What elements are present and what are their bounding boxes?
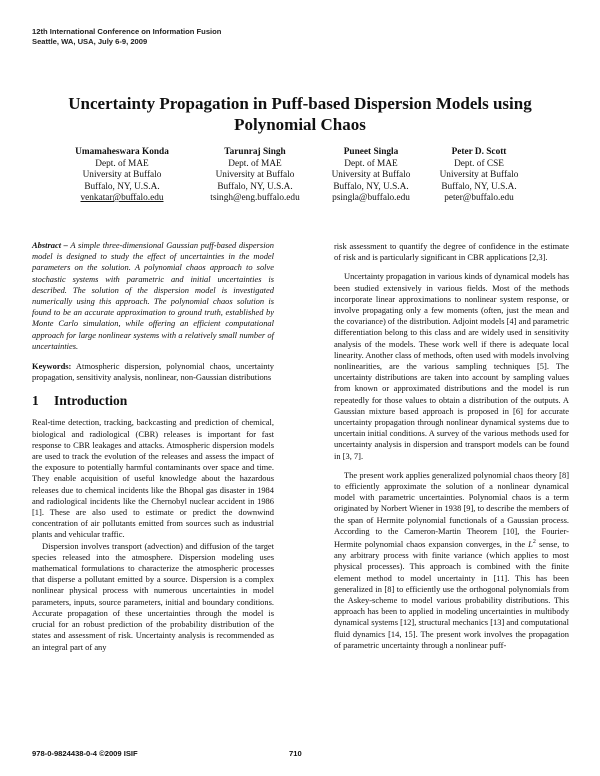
author <box>311 147 431 205</box>
abstract-text: A simple three-dimensional Gaussian puff-based dispersion model is designed to study the effect of uncertainties in the model parameters on the solution. A polynomial chaos approach to solve stochastic systems with parametric and initial uncertainties is described. The solution of the dispersion model is investigated numerically using this approach. The polynomial chaos solution is found to be an accurate approximation to ground truth, established by Monte Carlo simulation, while offering an efficient computational approach for large nonlinear systems with a relatively small number of uncertainties. <box>32 240 274 351</box>
author-univ: University at Buffalo <box>439 170 519 180</box>
author-city: Buffalo, NY, U.S.A. <box>217 181 293 192</box>
author <box>62 147 182 205</box>
author-univ: University at Buffalo <box>331 170 411 180</box>
left-column <box>32 240 274 653</box>
author-dept: Dept. of MAE <box>228 158 282 169</box>
math-l: L <box>528 538 533 549</box>
title-line-1: Uncertainty Propagation in Puff-based Dispersion Models using <box>68 94 532 113</box>
author <box>419 147 539 205</box>
abstract <box>32 240 274 352</box>
right-column <box>334 241 569 651</box>
intro-paragraph-2: Dispersion involves transport (advection) and diffusion of the target species released into the atmosphere. Dispersion modeling uses mathematical formulations to characterize the atmospheric processes that disperse a pollutant emitted by a source. Dispersion is a complex nonlinear physical process with numerous uncertainties in model parameters, inputs, source parameters, initial and boundary conditions. Accurate propagation of these uncertainties through the model is crucial for an robust prediction of the probability distribution of the states and assessment of risk. Uncertainty analysis is recommended as an integral part of any <box>32 540 274 652</box>
right-paragraph-0: risk assessment to quantify the degree of confidence in the estimate of risk and is particularly significant in CBR applications [2,3]. <box>334 241 569 263</box>
keywords <box>32 361 274 383</box>
title-line-2: Polynomial Chaos <box>234 115 366 134</box>
section-number: 1 <box>32 393 39 409</box>
paper-title <box>40 93 560 135</box>
right-paragraph-2a: The present work applies generalized polynomial chaos theory [8] to efficiently approximate the solution of a nonlinear dynamical model with parametric uncertainties. Polynomial chaos is a term originated by Norbert Wiener in 1938 [9], to describe the members of the span of Hermite polynomial functionals of a Gaussian process. According to the Cameron-Martin Theorem [10], the Fourier-Hermite polynomial chaos expansion converges, in the <box>334 469 569 549</box>
math-sup: 2 <box>532 539 536 546</box>
author-univ: University at Buffalo <box>82 170 162 180</box>
author-city: Buffalo, NY, U.S.A. <box>333 181 409 192</box>
author-dept: Dept. of MAE <box>344 158 398 169</box>
author-email[interactable]: venkatar@buffalo.edu <box>80 193 164 203</box>
right-paragraph-2 <box>334 470 569 651</box>
author <box>195 147 315 205</box>
footer-isbn: 978-0-9824438-0-4 ©2009 ISIF <box>32 749 138 758</box>
author-name: Peter D. Scott <box>451 147 507 157</box>
keywords-label: Keywords: <box>32 361 72 372</box>
author-city: Buffalo, NY, U.S.A. <box>84 181 160 192</box>
section-heading <box>32 393 274 409</box>
page-number: 710 <box>289 749 302 758</box>
author-name: Umamaheswara Konda <box>75 147 169 157</box>
author-dept: Dept. of CSE <box>454 158 504 169</box>
conference-header <box>32 27 221 47</box>
author-email[interactable]: tsingh@eng.buffalo.edu <box>210 193 300 203</box>
author-dept: Dept. of MAE <box>95 158 149 169</box>
author-univ: University at Buffalo <box>215 170 295 180</box>
conference-name: 12th International Conference on Information Fusion <box>32 27 222 36</box>
author-email[interactable]: psingla@buffalo.edu <box>332 193 410 203</box>
conference-location: Seattle, WA, USA, July 6-9, 2009 <box>32 37 148 46</box>
author-name: Tarunraj Singh <box>224 147 286 157</box>
author-city: Buffalo, NY, U.S.A. <box>441 181 517 192</box>
author-email[interactable]: peter@buffalo.edu <box>444 193 514 203</box>
right-paragraph-1: Uncertainty propagation in various kinds of dynamical models has been studied extensively in various fields. Most of the methods incorporate linear approximations to nonlinear system response, or involve propagating only a few moments (often, just the mean and the covariance) of the distribution. Adjoint models [4] and parametric differentiation belong to this class and are widely used in sensitivity analysis of the models. These work well if there is adequate local linearity. Another class of methods, often used with models involving nonlinearities, are the various sampling techniques [5]. The uncertainty distributions are taken into account by sampling values from known or approximated distributions and the model is run repeatedly for those values to obtain a distribution of the outputs. A Gaussian mixture based approach is proposed in [6] for accurate uncertainty propagation through nonlinear dynamical systems due to uncertain initial conditions. A survey of the various methods used for uncertainty analysis in dispersion and transport models can be found in [3, 7]. <box>334 271 569 461</box>
keywords-text: Atmospheric dispersion, polynomial chaos, uncertainty propagation, sensitivity analysis, nonlinear, non-Gaussian distributions <box>32 361 274 383</box>
intro-paragraph-1: Real-time detection, tracking, backcasting and prediction of chemical, biological and radiological (CBR) releases is important for fast response to CBR leakages and attacks. Atmospheric dispersion models are used to track the evolution of the releases and assess the impact of the exposure to potentially harmful contaminants over space and time. They enable acquisition of useful knowledge about the hazardous releases due to chemical incidents like the Bhopal gas disaster in 1984 and radiological incidents like the Chernobyl nuclear accident in 1986 [1]. These are also used to estimate or predict the downwind concentration of air pollutants emitted from sources such as industrial plants and vehicular traffic. <box>32 417 274 540</box>
section-title: Introduction <box>54 393 128 409</box>
author-name: Puneet Singla <box>343 147 399 157</box>
right-paragraph-2b: sense, to any arbitrary process with finite variance (which applies to most physical processes). This approach is combined with the finite element method to model uncertainty in [11]. This has been generalized in [8] to efficiently use the orthogonal polynomials from the Askey-scheme to model various probability distributions. This approach has been to applied in modeling uncertainties in multibody dynamical systems [12], structural mechanics [13] and computational fluid dynamics [14, 15]. The present work involves the propagation of parametric uncertainty through a nonlinear puff- <box>334 538 570 650</box>
abstract-label: Abstract – <box>32 240 68 250</box>
